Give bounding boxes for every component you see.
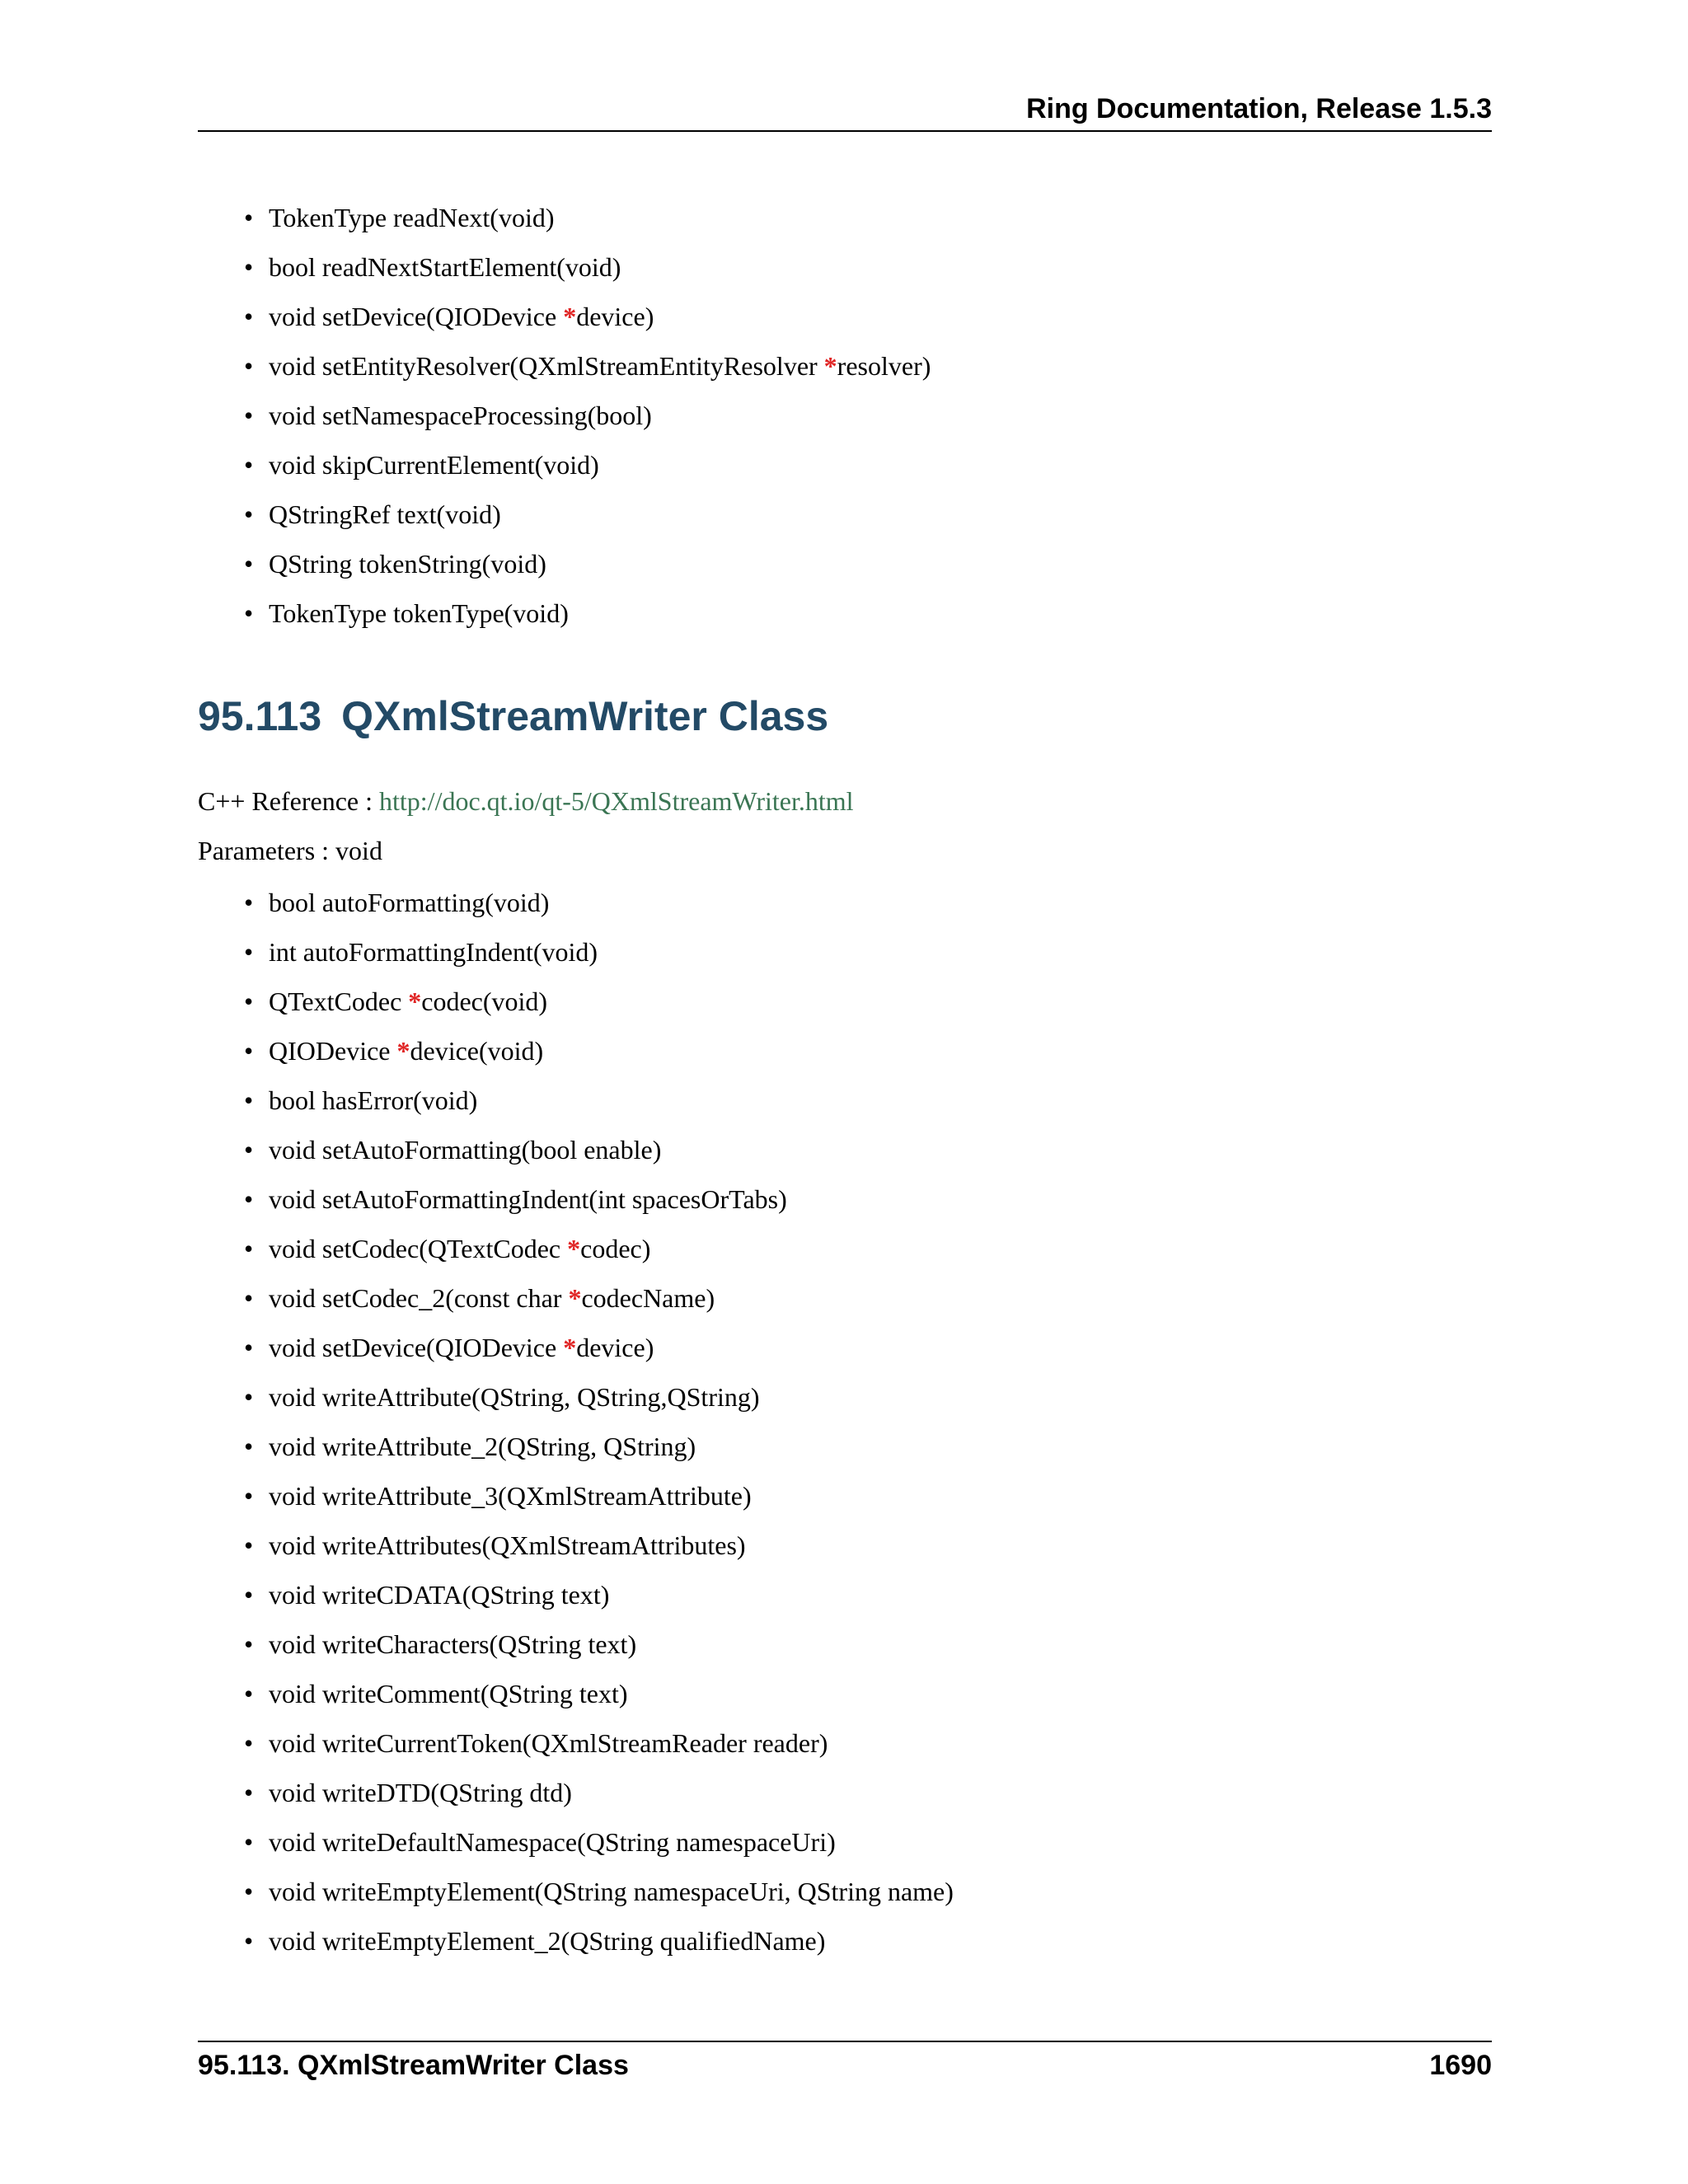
method-list-reader-continued xyxy=(241,193,931,638)
bullet-icon: • xyxy=(244,1679,254,1708)
list-item-text: void writeEmptyElement(QString namespaceUri, QString name) xyxy=(269,1877,954,1906)
bullet-icon: • xyxy=(244,351,254,381)
bullet-icon: • xyxy=(244,203,254,232)
bullet-icon: • xyxy=(244,1085,254,1115)
list-item-text: void writeComment(QString text) xyxy=(269,1679,628,1708)
list-item xyxy=(241,1422,954,1471)
list-item-text: void setAutoFormatting(bool enable) xyxy=(269,1135,662,1165)
list-item xyxy=(241,1174,954,1224)
list-item xyxy=(241,1669,954,1718)
pointer-star: * xyxy=(563,302,577,331)
list-item-text: void writeCDATA(QString text) xyxy=(269,1580,610,1610)
list-item xyxy=(241,1323,954,1372)
list-item-text: resolver) xyxy=(837,351,931,381)
list-item xyxy=(241,977,954,1026)
bullet-icon: • xyxy=(244,1530,254,1560)
bullet-icon: • xyxy=(244,1580,254,1610)
bullet-icon: • xyxy=(244,1184,254,1214)
list-item xyxy=(241,1521,954,1570)
bullet-icon: • xyxy=(244,598,254,628)
list-item xyxy=(241,1867,954,1916)
bullet-icon: • xyxy=(244,1135,254,1165)
method-list-writer xyxy=(241,878,954,1966)
bullet-icon: • xyxy=(244,1333,254,1362)
list-item-text: void writeAttributes(QXmlStreamAttributes) xyxy=(269,1530,746,1560)
list-item xyxy=(241,1471,954,1521)
list-item xyxy=(241,1273,954,1323)
bullet-icon: • xyxy=(244,1283,254,1313)
bullet-icon: • xyxy=(244,1728,254,1758)
list-item-text: device(void) xyxy=(410,1036,544,1066)
list-item xyxy=(241,1916,954,1966)
list-item-text: void setCodec_2(const char xyxy=(269,1283,569,1313)
pointer-star: * xyxy=(563,1333,577,1362)
list-item xyxy=(241,1125,954,1174)
list-item-text: void setAutoFormattingIndent(int spacesOrTabs) xyxy=(269,1184,787,1214)
list-item-text: codec(void) xyxy=(421,987,548,1016)
list-item-text: device) xyxy=(576,302,654,331)
list-item-text: void writeEmptyElement_2(QString qualifiedName) xyxy=(269,1926,826,1956)
list-item xyxy=(241,1372,954,1422)
pointer-star: * xyxy=(567,1234,581,1263)
list-item xyxy=(241,490,931,539)
list-item xyxy=(241,927,954,977)
list-item xyxy=(241,588,931,638)
bullet-icon: • xyxy=(244,1926,254,1956)
list-item xyxy=(241,440,931,490)
bullet-icon: • xyxy=(244,1827,254,1857)
list-item-text: void setEntityResolver(QXmlStreamEntityResolver xyxy=(269,351,824,381)
list-item-text: QIODevice xyxy=(269,1036,397,1066)
list-item-text: QString tokenString(void) xyxy=(269,549,546,579)
bullet-icon: • xyxy=(244,1778,254,1807)
list-item xyxy=(241,1570,954,1619)
bullet-icon: • xyxy=(244,1036,254,1066)
header-rule xyxy=(198,130,1492,132)
bullet-icon: • xyxy=(244,1432,254,1461)
footer-section-label: 95.113. QXmlStreamWriter Class xyxy=(198,2050,629,2081)
reference-label: C++ Reference : xyxy=(198,786,379,816)
list-item xyxy=(241,292,931,341)
section-heading xyxy=(198,687,828,745)
bullet-icon: • xyxy=(244,549,254,579)
parameters-line: Parameters : void xyxy=(198,836,382,865)
list-item-text: void writeDTD(QString dtd) xyxy=(269,1778,572,1807)
list-item xyxy=(241,878,954,927)
list-item-text: TokenType tokenType(void) xyxy=(269,598,569,628)
list-item-text: codecName) xyxy=(581,1283,715,1313)
bullet-icon: • xyxy=(244,252,254,282)
bullet-icon: • xyxy=(244,1382,254,1412)
cpp-reference-line xyxy=(198,783,854,819)
reference-link[interactable]: http://doc.qt.io/qt-5/QXmlStreamWriter.html xyxy=(379,786,854,816)
footer-rule xyxy=(198,2041,1492,2042)
list-item-text: void writeCurrentToken(QXmlStreamReader reader) xyxy=(269,1728,828,1758)
bullet-icon: • xyxy=(244,1234,254,1263)
bullet-icon: • xyxy=(244,1629,254,1659)
section-number: 95.113 xyxy=(198,693,322,739)
list-item-text: void writeAttribute_2(QString, QString) xyxy=(269,1432,696,1461)
list-item-text: bool hasError(void) xyxy=(269,1085,478,1115)
running-header: Ring Documentation, Release 1.5.3 xyxy=(1026,93,1492,124)
list-item xyxy=(241,1619,954,1669)
list-item-text: void writeDefaultNamespace(QString namespaceUri) xyxy=(269,1827,836,1857)
list-item-text: void setCodec(QTextCodec xyxy=(269,1234,568,1263)
bullet-icon: • xyxy=(244,499,254,529)
bullet-icon: • xyxy=(244,302,254,331)
bullet-icon: • xyxy=(244,450,254,480)
list-item xyxy=(241,1718,954,1768)
list-item-text: void writeAttribute_3(QXmlStreamAttribute) xyxy=(269,1481,752,1511)
bullet-icon: • xyxy=(244,401,254,430)
list-item xyxy=(241,193,931,242)
bullet-icon: • xyxy=(244,1481,254,1511)
list-item-text: codec) xyxy=(580,1234,651,1263)
list-item-text: QTextCodec xyxy=(269,987,409,1016)
list-item xyxy=(241,1768,954,1817)
list-item-text: void writeAttribute(QString, QString,QString) xyxy=(269,1382,760,1412)
list-item-text: int autoFormattingIndent(void) xyxy=(269,937,598,967)
list-item xyxy=(241,391,931,440)
list-item-text: device) xyxy=(576,1333,654,1362)
list-item-text: void setNamespaceProcessing(bool) xyxy=(269,401,652,430)
list-item-text: bool readNextStartElement(void) xyxy=(269,252,621,282)
bullet-icon: • xyxy=(244,888,254,917)
pointer-star: * xyxy=(823,351,837,381)
list-item-text: QStringRef text(void) xyxy=(269,499,501,529)
bullet-icon: • xyxy=(244,987,254,1016)
list-item-text: void writeCharacters(QString text) xyxy=(269,1629,637,1659)
list-item xyxy=(241,242,931,292)
list-item xyxy=(241,1817,954,1867)
list-item-text: void setDevice(QIODevice xyxy=(269,1333,564,1362)
list-item xyxy=(241,1224,954,1273)
list-item-text: bool autoFormatting(void) xyxy=(269,888,550,917)
bullet-icon: • xyxy=(244,937,254,967)
list-item-text: TokenType readNext(void) xyxy=(269,203,555,232)
page-number: 1690 xyxy=(1429,2050,1492,2081)
list-item xyxy=(241,539,931,588)
list-item-text: void setDevice(QIODevice xyxy=(269,302,564,331)
list-item xyxy=(241,341,931,391)
bullet-icon: • xyxy=(244,1877,254,1906)
list-item-text: void skipCurrentElement(void) xyxy=(269,450,599,480)
pointer-star: * xyxy=(568,1283,582,1313)
section-title: QXmlStreamWriter Class xyxy=(341,693,829,739)
pointer-star: * xyxy=(396,1036,410,1066)
list-item xyxy=(241,1076,954,1125)
list-item xyxy=(241,1026,954,1076)
pointer-star: * xyxy=(408,987,422,1016)
